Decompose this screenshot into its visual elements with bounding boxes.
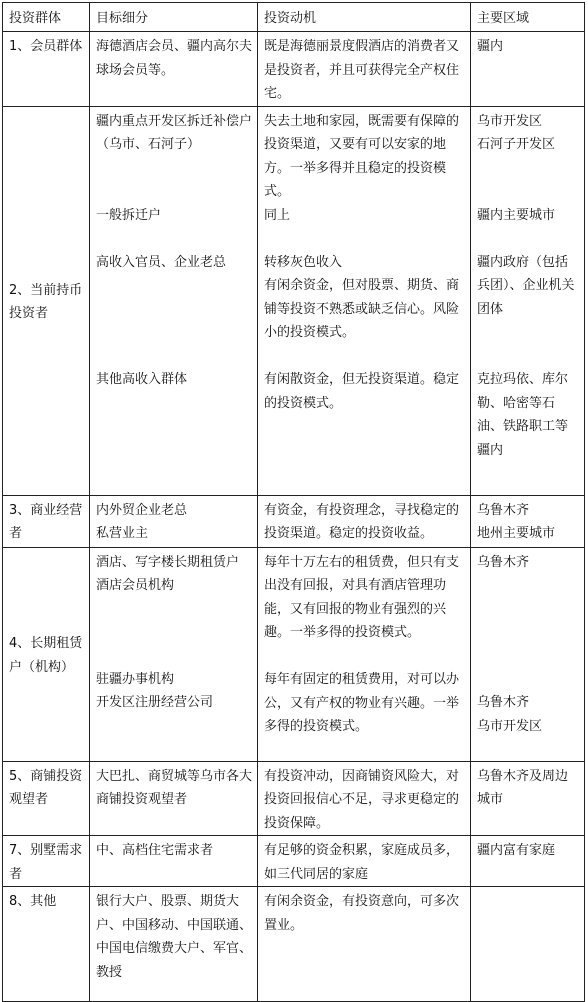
segment-cell (90, 495, 258, 547)
group-cell (3, 106, 90, 495)
segment-text: 一般拆迁户 (96, 207, 162, 223)
segment-text: 高收入官员、企业老总 (96, 254, 227, 270)
region-text: 疆内富有家庭 (477, 843, 556, 858)
group-text: 1、会员群体 (9, 39, 83, 54)
motive-cell (258, 836, 471, 887)
header-segment: 目标细分 (90, 3, 258, 32)
region-text: 乌鲁木齐及周边城市 (477, 768, 569, 807)
motive-cell (258, 32, 471, 107)
motive-text: 有足够的资金积累，家庭成员多，如三代同居的家庭 (264, 843, 460, 882)
motive-text: 有资金，有投资理念，寻找稳定的投资渠道。稳定的投资收益。 (264, 502, 460, 541)
group-cell (3, 32, 90, 107)
region-text: 乌鲁木齐 乌市开发区 (477, 695, 543, 734)
motive-cell (258, 495, 471, 547)
group-cell (3, 887, 90, 1002)
segment-text: 海德酒店会员、疆内高尔夫球场会员等。 (96, 39, 253, 78)
investor-table (2, 2, 585, 1002)
segment-cell (90, 836, 258, 887)
motive-cell (258, 761, 471, 836)
motive-text: 每年有固定的租赁费用，对可以办公，又有产权的物业有兴趣。一举多得的投资模式。 (264, 672, 460, 734)
motive-text: 既是海德丽景度假酒店的消费者又是投资者，并且可获得完全产权住宅。 (264, 39, 460, 101)
region-text: 疆内政府（包括兵团）、企业机关团体 (477, 254, 575, 317)
motive-text: 同上 (264, 207, 291, 223)
motive-text: 每年十万左右的租赁费，但只有支出没有回报，对具有酒店管理功能，又有回报的物业有强烈的兴趣。一举多得的投资模式。 (264, 554, 460, 640)
segment-text: 银行大户、股票、期货大户、中国移动、中国联通、中国电信缴费大户、军官、教授 (96, 894, 253, 980)
region-cell (471, 106, 585, 495)
segment-cell (90, 32, 258, 107)
motive-text: 有闲余资金，但对股票、期货、商铺等投资不熟悉或缺乏信心。风险小的投资模式。 (264, 278, 460, 340)
table-row (3, 836, 585, 887)
region-text: 克拉玛依、库尔勒、哈密等石油、铁路职工等疆内 (477, 372, 569, 458)
region-cell (471, 836, 585, 887)
motive-text: 有闲散资金，但无投资渠道。稳定的投资模式。 (264, 372, 460, 411)
segment-text: 驻疆办事机构 开发区注册经营公司 (96, 671, 214, 710)
header-motive: 投资动机 (258, 3, 471, 32)
group-cell (3, 495, 90, 547)
motive-text: 转移灰色收入 (264, 254, 343, 270)
group-text: 4、长期租赁户（机构） (9, 636, 83, 675)
segment-cell (90, 761, 258, 836)
header-group: 投资群体 (3, 3, 90, 32)
group-text: 5、商铺投资观望者 (9, 768, 83, 807)
group-cell (3, 547, 90, 761)
group-text: 3、商业经营者 (9, 502, 83, 541)
motive-text: 失去土地和家园，既需要有保障的投资渠道，又要有可以安家的地方。一举多得并且稳定的投资模式。 (264, 113, 460, 199)
segment-cell (90, 547, 258, 761)
region-cell (471, 887, 585, 1002)
segment-text: 内外贸企业老总 私营业主 (96, 502, 188, 541)
group-cell (3, 836, 90, 887)
region-cell (471, 761, 585, 836)
table-row (3, 547, 585, 761)
group-cell (3, 761, 90, 836)
region-cell (471, 32, 585, 107)
region-text: 乌鲁木齐 (477, 554, 530, 570)
motive-cell (258, 887, 471, 1002)
table-row (3, 106, 585, 495)
segment-text: 其他高收入群体 (96, 372, 188, 387)
table-row (3, 32, 585, 107)
region-text: 疆内主要城市 (477, 207, 556, 223)
group-text: 7、别墅需求者 (9, 843, 83, 882)
table-row (3, 761, 585, 836)
motive-text: 有闲余资金，有投资意向，可多次置业。 (264, 894, 460, 933)
motive-cell (258, 106, 471, 495)
segment-text: 大巴扎、商贸城等乌市各大商铺投资观望者 (96, 768, 253, 807)
table-row (3, 887, 585, 1002)
segment-text: 疆内重点开发区拆迁补偿户（乌市、石河子） (96, 113, 253, 152)
region-text: 疆内 (477, 39, 504, 54)
motive-text: 有投资冲动，因商铺资风险大，对投资回报信心不足，寻求更稳定的投资保障。 (264, 768, 460, 831)
segment-cell (90, 887, 258, 1002)
group-text: 2、当前持币投资者 (9, 282, 83, 321)
motive-cell (258, 547, 471, 761)
header-region: 主要区域 (471, 3, 585, 32)
group-text: 8、其他 (9, 894, 57, 909)
segment-text: 酒店、写字楼长期租赁户 酒店会员机构 (96, 554, 240, 593)
segment-cell (90, 106, 258, 495)
region-cell (471, 547, 585, 761)
region-text: 乌鲁木齐 地州主要城市 (477, 502, 556, 541)
region-cell (471, 495, 585, 547)
table-header-row (3, 3, 585, 32)
segment-text: 中、高档住宅需求者 (96, 843, 214, 858)
region-text: 乌市开发区 石河子开发区 (477, 113, 556, 152)
table-row (3, 495, 585, 547)
